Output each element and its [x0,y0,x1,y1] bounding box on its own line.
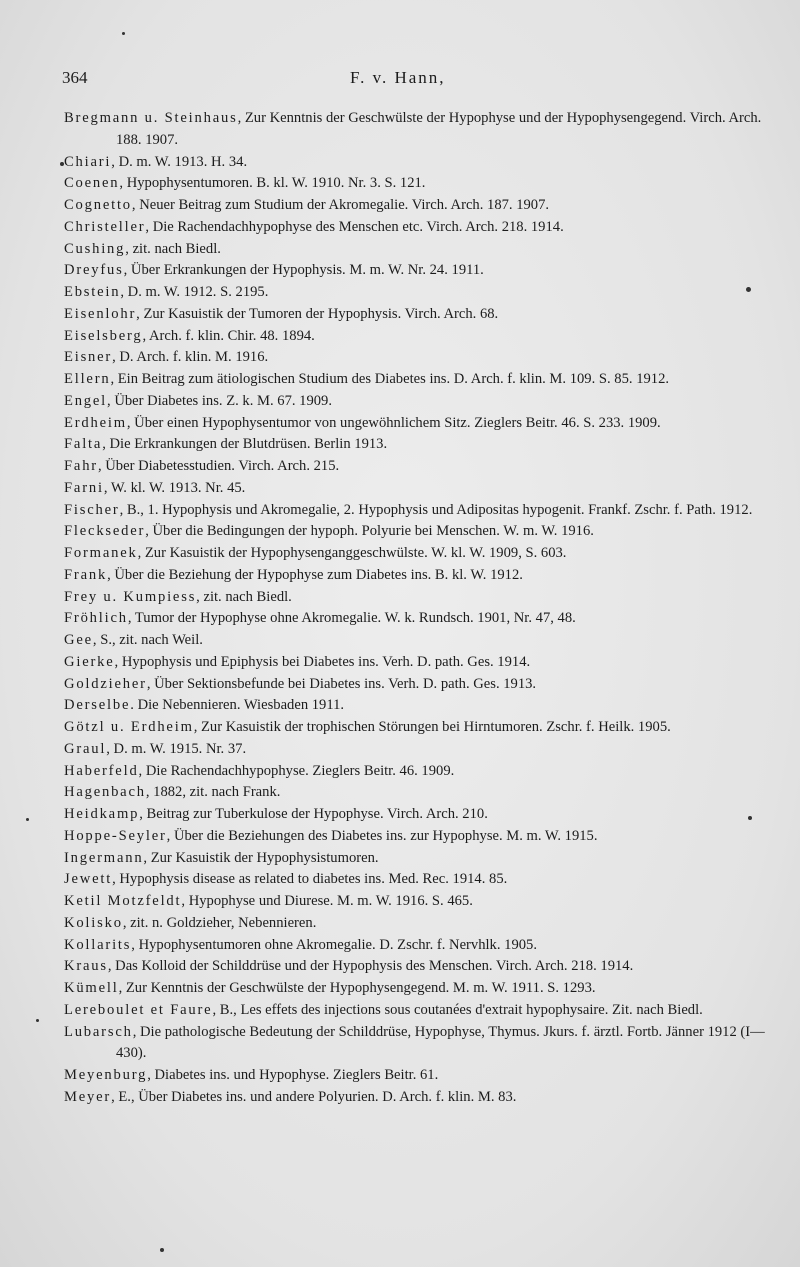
reference-text: , zit. n. Goldzieher, Nebennieren. [122,914,317,931]
reference-entry [64,543,774,565]
scan-speck [748,816,752,820]
reference-entry [64,521,774,543]
reference-entry [64,239,774,261]
reference-author: Götzl u. Erdheim [64,719,194,735]
reference-entry [64,587,774,609]
reference-author: Dreyfus [64,262,124,279]
reference-author: Eiselsberg [64,327,143,344]
reference-entry [64,152,774,174]
reference-entry [64,282,774,304]
reference-text: , Über einen Hypophysentumor von ungewöhnlichem Sitz. Zieglers Beitr. 46. S. 233. 1909. [126,414,661,431]
reference-text: , Über Erkrankungen der Hypophysis. M. m. W. Nr. 24. 1911. [123,262,484,279]
reference-text: , Zur Kasuistik der Tumoren der Hypophysis. Virch. Arch. 68. [136,305,499,322]
reference-entry [64,500,774,522]
reference-entry [64,1087,774,1109]
reference-text: , Hypophysentumoren ohne Akromegalie. D. Zschr. f. Nervhlk. 1905. [131,936,537,953]
page-header [62,68,762,92]
scan-speck [36,1019,39,1022]
reference-author: Frank [64,566,108,583]
reference-entry [64,434,774,456]
reference-text: , Über Diabetes ins. Z. k. M. 67. 1909. [107,392,333,409]
reference-text: , Beitrag zur Tuberkulose der Hypophyse. Virch. Arch. 210. [139,806,488,822]
reference-entry [64,826,774,848]
reference-entry [64,326,774,348]
reference-entry [64,891,774,913]
reference-entry [64,869,774,891]
reference-text: , Tumor der Hypophyse ohne Akromegalie. W. k. Rundsch. 1901, Nr. 47, 48. [127,610,576,627]
reference-list [64,108,774,1109]
reference-author: Lubarsch [64,1023,133,1040]
reference-author: Farni [64,479,104,496]
reference-author: Bregmann u. Steinhaus [64,110,238,126]
reference-entry [64,456,774,478]
reference-entry [64,369,774,391]
reference-text: , Die Erkrankungen der Blutdrüsen. Berlin 1913. [102,436,388,453]
reference-author: Formanek [64,545,138,561]
reference-text: , Über Sektionsbefunde bei Diabetes ins. Verh. D. path. Ges. 1913. [146,675,537,692]
reference-author: Kümell [64,980,119,996]
reference-entry [64,761,774,783]
reference-text: , Zur Kasuistik der Hypophysistumoren. [143,849,379,866]
reference-text: , Das Kolloid der Schilddrüse und der Hypophysis des Menschen. Virch. Arch. 218. 1914. [107,958,634,975]
reference-author: Gierke [64,653,115,670]
reference-text: , Hypophysis disease as related to diabetes ins. Med. Rec. 1914. 85. [112,871,508,888]
reference-text: , W. kl. W. 1913. Nr. 45. [103,479,246,496]
reference-author: Hoppe-Seyler [64,827,167,844]
reference-text: , D. m. W. 1912. S. 2195. [120,284,269,300]
reference-author: Meyer [64,1088,112,1105]
reference-entry [64,304,774,326]
reference-author: Meyenburg [64,1067,148,1083]
reference-text: , D. Arch. f. klin. M. 1916. [112,349,269,366]
reference-text: , E., Über Diabetes ins. und andere Polyurien. D. Arch. f. klin. M. 83. [111,1088,517,1105]
reference-author: Graul [64,740,107,757]
reference-author: Ellern [64,371,111,387]
reference-author: Coenen [64,175,120,192]
reference-entry [64,739,774,761]
reference-author: Heidkamp [64,806,140,822]
scan-speck [122,32,125,35]
reference-author: Erdheim [64,414,127,431]
page-number: 364 [62,68,88,87]
reference-text: , S., zit. nach Weil. [92,632,203,648]
reference-entry [64,173,774,195]
reference-author: Cushing [64,240,126,257]
reference-text: , zit. nach Biedl. [196,588,292,605]
reference-author: Ebstein [64,284,121,300]
reference-text: , Ein Beitrag zum ätiologischen Studium des Diabetes ins. D. Arch. f. klin. M. 109. S. 85. 1912. [110,371,670,387]
reference-entry [64,413,774,435]
reference-entry [64,717,774,739]
scan-speck [746,287,751,292]
reference-text: , B., Les effets des injections sous coutanées d'extrait hypophysaire. Zit. nach Biedl. [212,1001,703,1018]
reference-entry [64,652,774,674]
reference-text: , Zur Kasuistik der trophischen Störungen bei Hirntumoren. Zschr. f. Heilk. 1905. [193,719,671,735]
reference-entry [64,347,774,369]
reference-author: Chiari [64,153,112,170]
reference-author: Cognetto [64,197,132,213]
reference-author: Fleckseder [64,523,146,540]
reference-entry [64,608,774,630]
scan-speck [160,1248,164,1252]
reference-author: Goldzieher [64,675,147,692]
reference-author: Eisenlohr [64,305,137,322]
reference-entry [64,674,774,696]
reference-entry [64,978,774,1000]
reference-author: Hagenbach [64,784,146,801]
reference-author: Engel [64,392,108,409]
reference-text: , Hypophyse und Diurese. M. m. W. 1916. S. 465. [181,893,473,909]
reference-text: , Über die Beziehung der Hypophyse zum Diabetes ins. B. kl. W. 1912. [107,566,523,583]
reference-text: , Arch. f. klin. Chir. 48. 1894. [142,327,315,344]
reference-author: Ketil Motzfeldt [64,893,182,909]
reference-entry [64,935,774,957]
reference-author: Kolisko [64,914,123,931]
reference-text: , Neuer Beitrag zum Studium der Akromegalie. Virch. Arch. 187. 1907. [131,197,550,213]
reference-author: Frey u. Kumpiess [64,588,197,605]
reference-author: Fröhlich [64,610,128,627]
reference-entry [64,1065,774,1087]
reference-entry [64,848,774,870]
reference-text: , Über Diabetesstudien. Virch. Arch. 215. [97,458,340,474]
reference-entry [64,782,774,804]
reference-text: , 1882, zit. nach Frank. [145,784,281,801]
reference-entry [64,260,774,282]
reference-entry [64,478,774,500]
reference-entry [64,913,774,935]
reference-entry [64,195,774,217]
reference-text: , Hypophysentumoren. B. kl. W. 1910. Nr. 3. S. 121. [119,175,426,192]
reference-entry [64,217,774,239]
reference-text: , Zur Kenntnis der Geschwülste der Hypophyse und der Hypophysengegend. Virch. Arch. 188. 1907. [116,110,762,148]
running-head: F. v. Hann, [350,68,446,87]
reference-text: , B., 1. Hypophysis und Akromegalie, 2. Hypophysis und Adipositas hypogenit. Frankf. Zschr. f. Path. 1912. [119,501,753,518]
reference-text: , Die pathologische Bedeutung der Schilddrüse, Hypophyse, Thymus. Jkurs. f. ärztl. Fortb. Jänner 1912 (I—430). [116,1023,765,1062]
reference-author: Jewett [64,871,113,888]
scan-speck [60,162,64,166]
reference-entry [64,695,774,717]
reference-entry [64,804,774,826]
reference-entry [64,630,774,652]
reference-author: Gee [64,632,93,648]
reference-author: Falta [64,436,103,453]
reference-author: Derselbe [64,697,131,714]
reference-text: , Hypophysis und Epiphysis bei Diabetes ins. Verh. D. path. Ges. 1914. [114,653,531,670]
reference-text: , Über die Bedingungen der hypoph. Polyurie bei Menschen. W. m. W. 1916. [145,523,594,540]
reference-text: , Die Rachendachhypophyse. Zieglers Beitr. 46. 1909. [138,762,455,779]
reference-entry [64,565,774,587]
reference-text: , D. m. W. 1915. Nr. 37. [106,740,247,757]
reference-author: Kollarits [64,936,132,953]
reference-entry [64,391,774,413]
reference-author: Lereboulet et Faure [64,1001,213,1018]
scan-speck [26,818,29,821]
reference-author: Fahr [64,458,98,474]
reference-text: , Zur Kasuistik der Hypophysenganggeschwülste. W. kl. W. 1909, S. 603. [137,545,567,561]
reference-text: . Die Nebennieren. Wiesbaden 1911. [130,697,345,714]
reference-author: Kraus [64,958,108,975]
reference-text: , Die Rachendachhypophyse des Menschen etc. Virch. Arch. 218. 1914. [145,218,564,235]
reference-text: , Zur Kenntnis der Geschwülste der Hypophysengegend. M. m. W. 1911. S. 1293. [118,980,596,996]
reference-author: Haberfeld [64,762,139,779]
reference-text: , Über die Beziehungen des Diabetes ins. zur Hypophyse. M. m. W. 1915. [166,827,598,844]
reference-entry [64,956,774,978]
reference-author: Christeller [64,218,146,235]
reference-author: Fischer [64,501,120,518]
reference-author: Eisner [64,349,113,366]
reference-entry [64,1022,774,1066]
reference-text: , Diabetes ins. und Hypophyse. Zieglers Beitr. 61. [147,1067,439,1083]
reference-author: Ingermann [64,849,144,866]
reference-entry [64,108,774,152]
reference-text: , zit. nach Biedl. [125,240,221,257]
reference-text: , D. m. W. 1913. H. 34. [111,153,248,170]
reference-entry [64,1000,774,1022]
